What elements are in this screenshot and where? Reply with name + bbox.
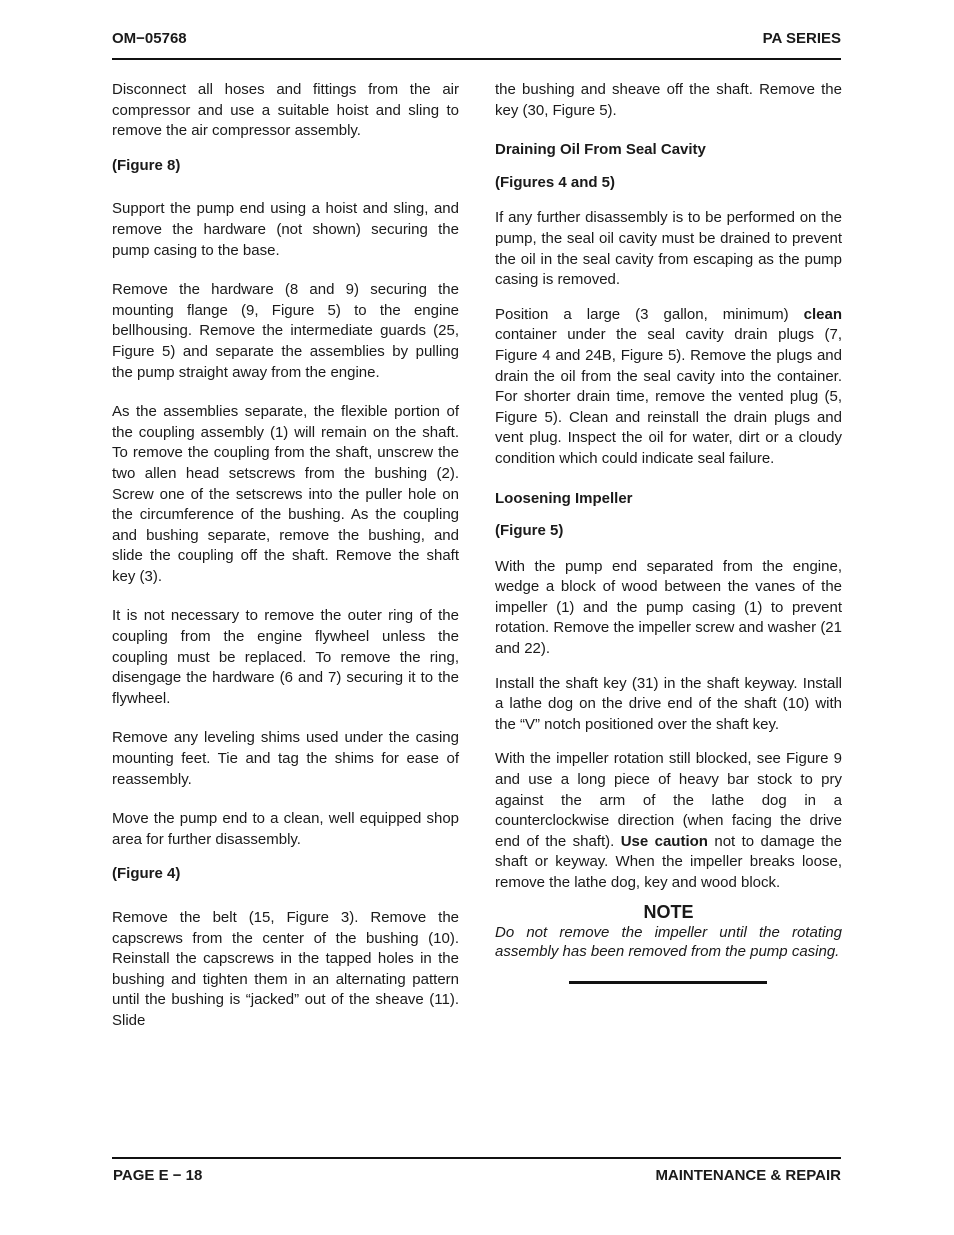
- figure-ref-4: (Figure 4): [112, 865, 181, 883]
- note-title: NOTE: [643, 901, 694, 922]
- pry-text-end: not to damage the shaft or keyway. When the impeller breaks loose, remove the lathe dog, key and wood block.: [495, 832, 842, 891]
- header-rule: [112, 58, 841, 60]
- paragraph-pry-lathe-dog: [495, 749, 842, 893]
- section-heading-draining-oil: Draining Oil From Seal Cavity: [495, 141, 706, 159]
- emphasis-clean: clean: [803, 305, 842, 323]
- paragraph-wedge-block: With the pump end separated from the engine, wedge a block of wood between the vanes of the impeller (1) and the pump casing (1) to prevent rotation. Remove the impeller screw and washer (21 and 22).: [495, 557, 842, 658]
- page-number: PAGE E − 18: [113, 1167, 203, 1184]
- section-title: MAINTENANCE & REPAIR: [655, 1167, 841, 1184]
- drain-text-start: Position a large (3 gallon, minimum): [495, 305, 804, 323]
- paragraph-coupling-removal: As the assemblies separate, the flexible portion of the coupling assembly (1) will remain on the shaft. To remove the coupling from the shaft, unscrew the two allen head setscrews from the bushing (2). Screw one of the setscrews into the puller hole on the circumference of the bushing. As the coupling and bushing separate, remove the bushing, and slide the coupling off the shaft. Remove the shaft key (3).: [112, 403, 459, 585]
- paragraph-bushing-sheave: the bushing and sheave off the shaft. Remove the key (30, Figure 5).: [495, 81, 842, 119]
- figure-ref-4-5: (Figures 4 and 5): [495, 173, 616, 191]
- paragraph-outer-ring: It is not necessary to remove the outer ring of the coupling from the engine flywheel unless the coupling must be replaced. To remove the ring, disengage the hardware (6 and 7) securing it to the flywheel.: [112, 607, 459, 707]
- pry-text-start: With the impeller rotation still blocked, see Figure 9 and use a long piece of heavy bar stock to pry against the arm of the lathe dog in a counterclockwise direction (when facing the drive end of the shaft).: [495, 750, 842, 850]
- emphasis-use-caution: Use caution: [620, 832, 708, 850]
- series-title: PA SERIES: [762, 30, 841, 47]
- document-number: OM−05768: [112, 30, 187, 47]
- footer-rule: [112, 1157, 841, 1159]
- paragraph-belt-removal: Remove the belt (15, Figure 3). Remove the capscrews from the center of the bushing (10). Reinstall the capscrews in the tapped holes in the bushing and tighten them in an alternating pattern until the bushing is “jacked” out of the sheave (11). Slide: [112, 909, 459, 1029]
- paragraph-shaft-key: Install the shaft key (31) in the shaft keyway. Install a lathe dog on the drive end of the shaft (10) with the “V” notch positioned over the shaft key.: [495, 674, 842, 733]
- note-text: Do not remove the impeller until the rotating assembly has been removed from the pump casing.: [495, 924, 842, 961]
- section-heading-loosening-impeller: Loosening Impeller: [495, 489, 633, 507]
- note-rule: [569, 981, 767, 984]
- right-column: [495, 80, 842, 984]
- paragraph-seal-oil-cavity: If any further disassembly is to be performed on the pump, the seal oil cavity must be drained to prevent the oil in the seal cavity from escaping as the pump casing is removed.: [495, 209, 842, 289]
- paragraph-drain-container: [495, 305, 842, 470]
- figure-ref-5: (Figure 5): [495, 522, 564, 540]
- paragraph-mounting-flange: Remove the hardware (8 and 9) securing the mounting flange (9, Figure 5) to the engine bellhousing. Remove the intermediate guards (25, Figure 5) and separate the assemblies by pulling the pump straight away from the engine.: [112, 281, 459, 381]
- paragraph-leveling-shims: Remove any leveling shims used under the casing mounting feet. Tie and tag the shims for ease of reassembly.: [112, 729, 459, 788]
- figure-ref-8: (Figure 8): [112, 156, 181, 174]
- paragraph-support-pump: Support the pump end using a hoist and sling, and remove the hardware (not shown) securing the pump casing to the base.: [112, 200, 459, 259]
- paragraph-air-compressor: Disconnect all hoses and fittings from the air compressor and use a suitable hoist and sling to remove the air compressor assembly.: [112, 81, 459, 140]
- paragraph-move-pump: Move the pump end to a clean, well equipped shop area for further disassembly.: [112, 810, 459, 848]
- left-column: [112, 80, 459, 1051]
- drain-text-end: container under the seal cavity drain plugs (7, Figure 4 and 24B, Figure 5). Remove the plugs and drain the oil from the seal cavity into the container. For shorter drain time, remove the vented plug (5, Figure 5). Clean and reinstall the drain plugs and vent plug. Inspect the oil for water, dirt or a cloudy condition which could indicate seal failure.: [495, 326, 842, 467]
